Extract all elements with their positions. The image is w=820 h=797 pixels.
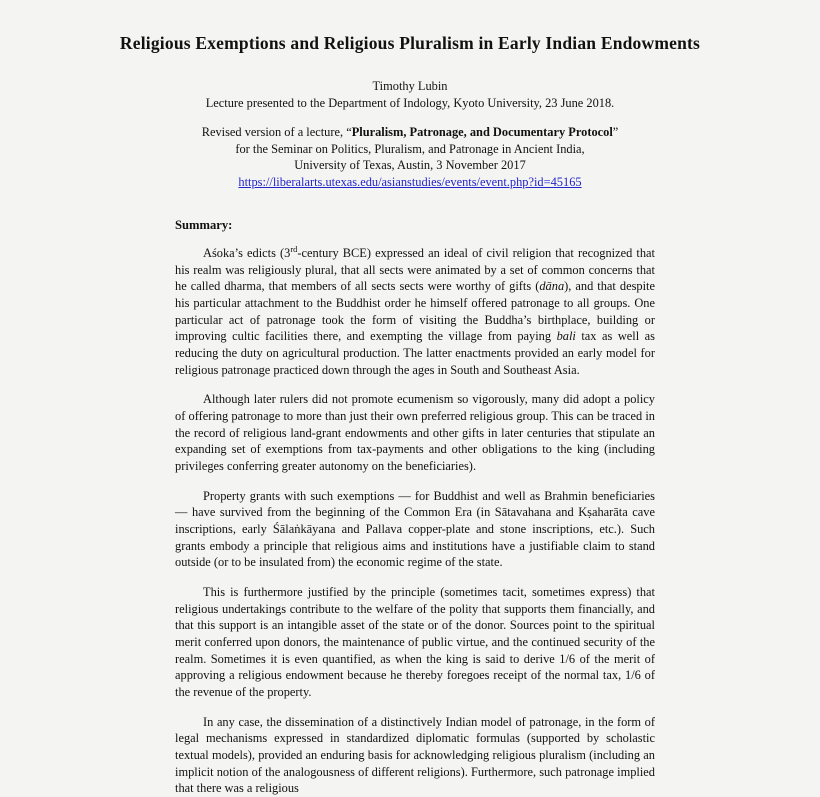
seminar-line: for the Seminar on Politics, Pluralism, and Patronage in Ancient India,	[235, 141, 585, 156]
summary-heading: Summary:	[175, 218, 233, 232]
ordinal-superscript: rd	[290, 243, 298, 254]
paragraph-4: This is furthermore justified by the principle (sometimes tacit, sometimes express) that religious undertakings contribute to the welfare of the polity that supports them financially, and that this support is an intangible asset of the state or of the donor. Sources point to the spiritual merit conferred upon donors, the maintenance of public virtue, and the continued security of the realm. Sometimes it is even quantified, as when the king is said to derive 1/6 of the merit of approving a religious endowment because he thereby foregoes receipt of the normal tax, 1/6 of the revenue of the property.	[175, 585, 655, 700]
event-url-link-wrapper	[0, 174, 820, 191]
document-page	[0, 33, 820, 796]
paragraph-1	[175, 245, 655, 378]
paragraph-1-segment-2: -century BCE) expressed an ideal of civil religion that recognized that his realm was religiously plural, that all sects were animated by a set of common concerns that he called dharma, that members of all sects sects were worthy of gifts (	[175, 246, 655, 294]
paragraph-3: Property grants with such exemptions — for Buddhist and well as Brahmin beneficiaries — have survived from the beginning of the Common Era (in Sātavahana and Kṣaharāta cave inscriptions, early Śālaṅkāyana and Pallava copper-plate and stone inscriptions, etc.). Such grants embody a principle that religious aims and institutions have a justifiable claim to stand outside (or to be insulated from) the economic regime of the state.	[175, 488, 655, 570]
header-spacer	[0, 111, 820, 124]
lecture-presentation-line: Lecture presented to the Department of Indology, Kyoto University, 23 June 2018.	[205, 95, 615, 110]
paragraph-1-segment-1: Aśoka’s edicts (3	[203, 246, 291, 260]
author-name: Timothy Lubin	[372, 79, 448, 93]
document-header-block	[0, 78, 820, 190]
paragraph-2: Although later rulers did not promote ecumenism so vigorously, many did adopt a policy of offering patronage to more than just their own preferred religious group. This can be traced in the record of religious land-grant endowments and other gifts in later centuries that stipulate an expanding set of exemptions from tax-payments and other obligations to the king (including privileges conferring greater autonomy on the beneficiaries).	[175, 392, 655, 474]
revised-version-line	[0, 124, 820, 141]
event-url-link[interactable]: https://liberalarts.utexas.edu/asianstudies/events/event.php?id=45165	[238, 174, 582, 189]
sanskrit-term-dana: dāna	[539, 279, 565, 294]
page-title: Religious Exemptions and Religious Pluralism in Early Indian Endowments	[119, 33, 701, 53]
venue-line: University of Texas, Austin, 3 November 2017	[294, 158, 526, 172]
paragraph-1-segment-3: ), and that despite his particular attachment to the Buddhist order he himself offered patronage to all groups. One particular act of patronage took the form of visiting the Buddha’s birthplace, building or improving cultic facilities there, and exempting the village from paying	[175, 279, 655, 344]
sanskrit-term-bali: bali	[556, 329, 576, 344]
paragraph-1-segment-4: tax as well as reducing the duty on agricultural production. The latter enactments provided an early model for religious patronage practiced down through the ages in South and Southeast Asia.	[175, 329, 655, 377]
revised-version-suffix: ”	[612, 125, 619, 139]
paragraph-5: In any case, the dissemination of a distinctively Indian model of patronage, in the form of legal mechanisms expressed in standardized diplomatic formulas (supported by scholastic textual models), provided an enduring basis for acknowledging religious pluralism (including an implicit notion of the analogousness of different religions). Furthermore, such patronage implied that there was a religious	[175, 714, 655, 796]
revised-version-lecture-title: Pluralism, Patronage, and Documentary Protocol	[351, 125, 613, 139]
revised-version-prefix: Revised version of a lecture, “	[201, 125, 352, 139]
summary-body	[175, 245, 655, 797]
